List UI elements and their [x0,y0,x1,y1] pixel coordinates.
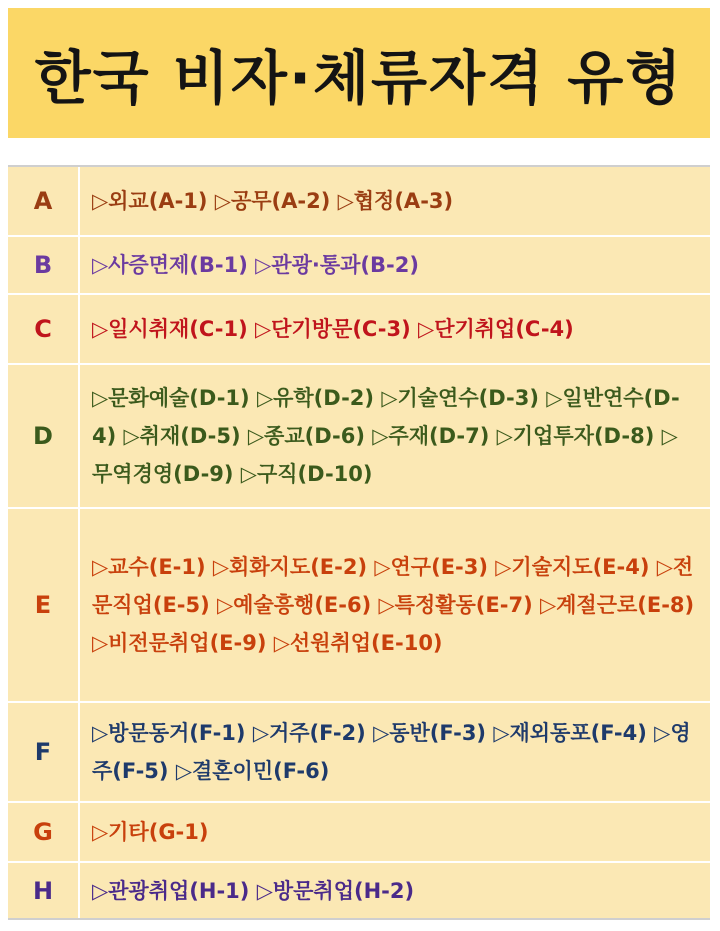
title-banner [8,8,710,138]
row-items: ▷기타(G-1) [92,820,209,844]
row-code: A [33,187,53,215]
column-divider [78,167,80,235]
row-items: ▷외교(A-1) ▷공무(A-2) ▷협정(A-3) [92,189,454,213]
row-items: ▷문화예술(D-1) ▷유학(D-2) ▷기술연수(D-3) ▷일반연수(D-4) ▷취재(D-5) ▷종교(D-6) ▷주재(D-7) ▷기업투자(D-8) ▷무역경영(D-9) ▷구직(D-10) [92,386,680,486]
row-items: ▷관광취업(H-1) ▷방문취업(H-2) [92,878,415,903]
table-row-d [8,363,710,507]
column-divider [78,365,80,507]
table-row-a [8,167,710,235]
table-row-f [8,701,710,801]
row-code: H [32,876,54,905]
table-row-c [8,293,710,363]
column-divider [78,509,80,701]
page-title: 한국 비자·체류자격 유형 [34,44,684,112]
column-divider [78,237,80,293]
row-items: ▷방문동거(F-1) ▷거주(F-2) ▷동반(F-3) ▷재외동포(F-4) ▷영주(F-5) ▷결혼이민(F-6) [92,721,691,783]
row-code: B [33,251,53,279]
row-items: ▷사증면제(B-1) ▷관광·통과(B-2) [92,253,419,277]
column-divider [78,703,80,801]
row-code: D [33,422,53,450]
table-row-e [8,507,710,701]
row-code: E [34,591,52,619]
row-items: ▷교수(E-1) ▷회화지도(E-2) ▷연구(E-3) ▷기술지도(E-4) ▷전문직업(E-5) ▷예술흥행(E-6) ▷특정활동(E-7) ▷계절근로(E-8) ▷비전문취업(E-9) ▷선원취업(E-10) [92,555,695,655]
row-code: G [33,818,53,846]
table-row-b [8,235,710,293]
visa-type-table [8,165,710,920]
table-row-h [8,861,710,918]
row-code: F [34,738,52,766]
column-divider [78,863,80,918]
row-items: ▷일시취재(C-1) ▷단기방문(C-3) ▷단기취업(C-4) [92,317,574,341]
column-divider [78,803,80,861]
row-code: C [34,315,52,343]
table-row-g [8,801,710,861]
column-divider [78,295,80,363]
